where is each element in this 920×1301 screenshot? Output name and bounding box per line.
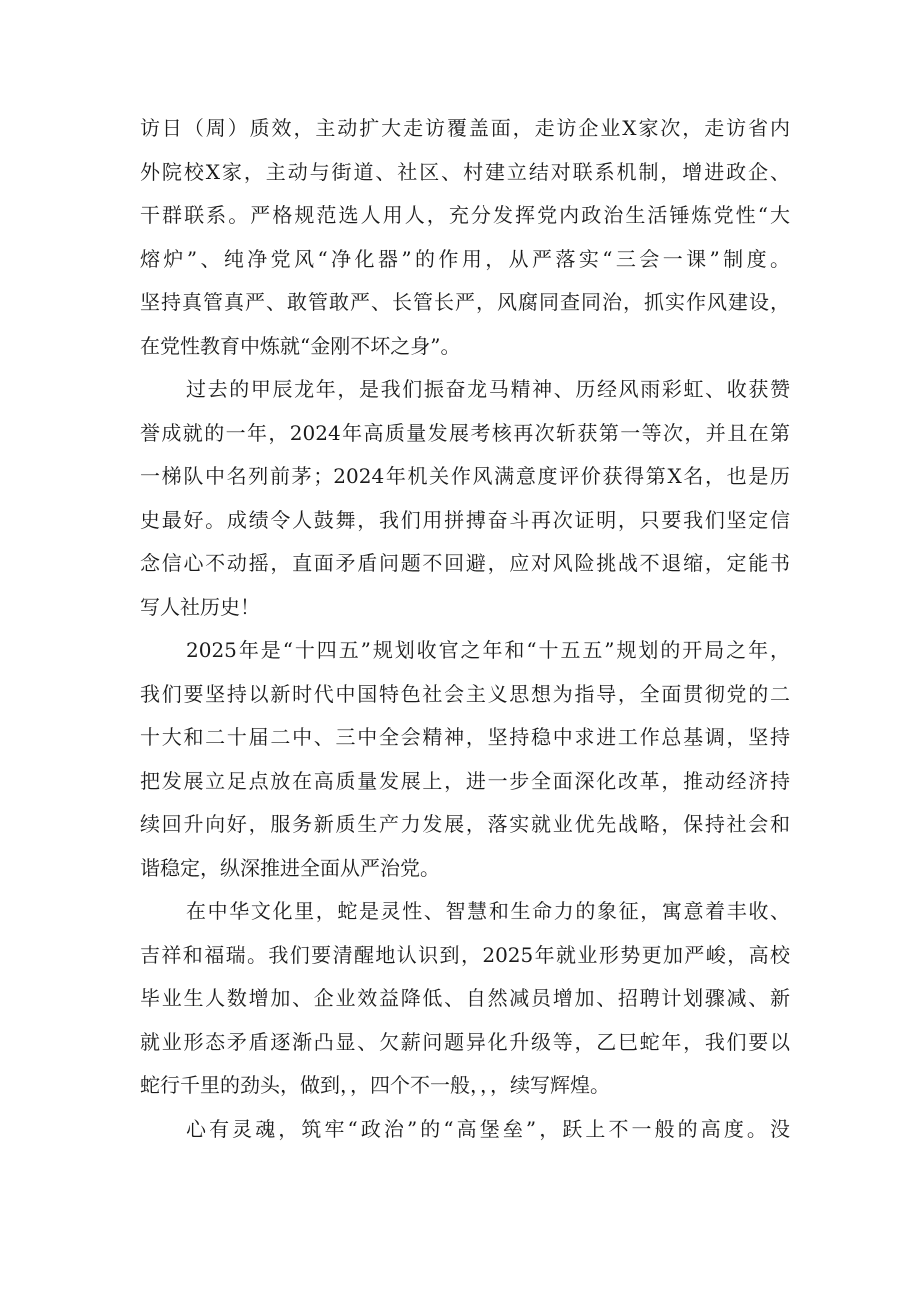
text-line: 毕业生人数增加、企业效益降低、自然减员增加、招聘计划骤减、新	[140, 986, 790, 1010]
text-line: 誉成就的一年，2024年高质量发展考核再次斩获第一等次，并且在第	[140, 420, 790, 445]
text-line: 外院校X家，主动与街道、社区、村建立结对联系机制，增进政企、	[140, 159, 790, 184]
text-line: 在中华文化里，蛇是灵性、智慧和生命力的象征，寓意着丰收、	[186, 899, 790, 923]
text-line: 过去的甲辰龙年，是我们振奋龙马精神、历经风雨彩虹、收获赞	[186, 377, 790, 401]
text-line: 干群联系。严格规范选人用人，充分发挥党内政治生活锤炼党性“大	[140, 203, 790, 227]
text-line: 念信心不动摇，直面矛盾问题不回避，应对风险挑战不退缩，定能书	[140, 551, 790, 575]
text-line: 蛇行千里的劲头，做到，，四个不一般，，，续写辉煌。	[140, 1073, 610, 1097]
text-line: 十大和二十届二中、三中全会精神，坚持稳中求进工作总基调，坚持	[140, 725, 790, 749]
text-line: 坚持真管真严、敢管敢严、长管长严，风腐同查同治，抓实作风建设，	[140, 290, 790, 314]
text-line: 把发展立足点放在高质量发展上，进一步全面深化改革，推动经济持	[140, 768, 790, 793]
text-line: 访日（周）质效，主动扩大走访覆盖面，走访企业X家次，走访省内	[140, 116, 790, 140]
text-line: 写人社历史！	[140, 594, 260, 619]
text-line: 我们要坚持以新时代中国特色社会主义思想为指导，全面贯彻党的二	[140, 681, 790, 706]
text-line: 心有灵魂，筑牢“政治”的“高堡垒”，跃上不一般的高度。没	[186, 1116, 790, 1141]
document-body	[140, 107, 790, 1151]
text-line: 熔炉”、纯净党风“净化器”的作用，从严落实“三会一课”制度。	[140, 246, 790, 271]
text-line: 续回升向好，服务新质生产力发展，落实就业优先战略，保持社会和	[140, 812, 790, 836]
text-line: 就业形态矛盾逐渐凸显、欠薪问题异化升级等，乙巳蛇年，我们要以	[140, 1029, 790, 1054]
text-line: 2025年是“十四五”规划收官之年和“十五五”规划的开局之年，	[186, 638, 790, 662]
text-line: 吉祥和福瑞。我们要清醒地认识到，2025年就业形势更加严峻，高校	[140, 942, 790, 967]
text-line: 在党性教育中炼就“金刚不坏之身”。	[140, 333, 461, 358]
text-line: 一梯队中名列前茅；2024年机关作风满意度评价获得第X名，也是历	[140, 464, 790, 488]
text-line: 史最好。成绩令人鼓舞，我们用拼搏奋斗再次证明，只要我们坚定信	[140, 507, 790, 532]
text-line: 谐稳定，纵深推进全面从严治党。	[140, 855, 440, 880]
